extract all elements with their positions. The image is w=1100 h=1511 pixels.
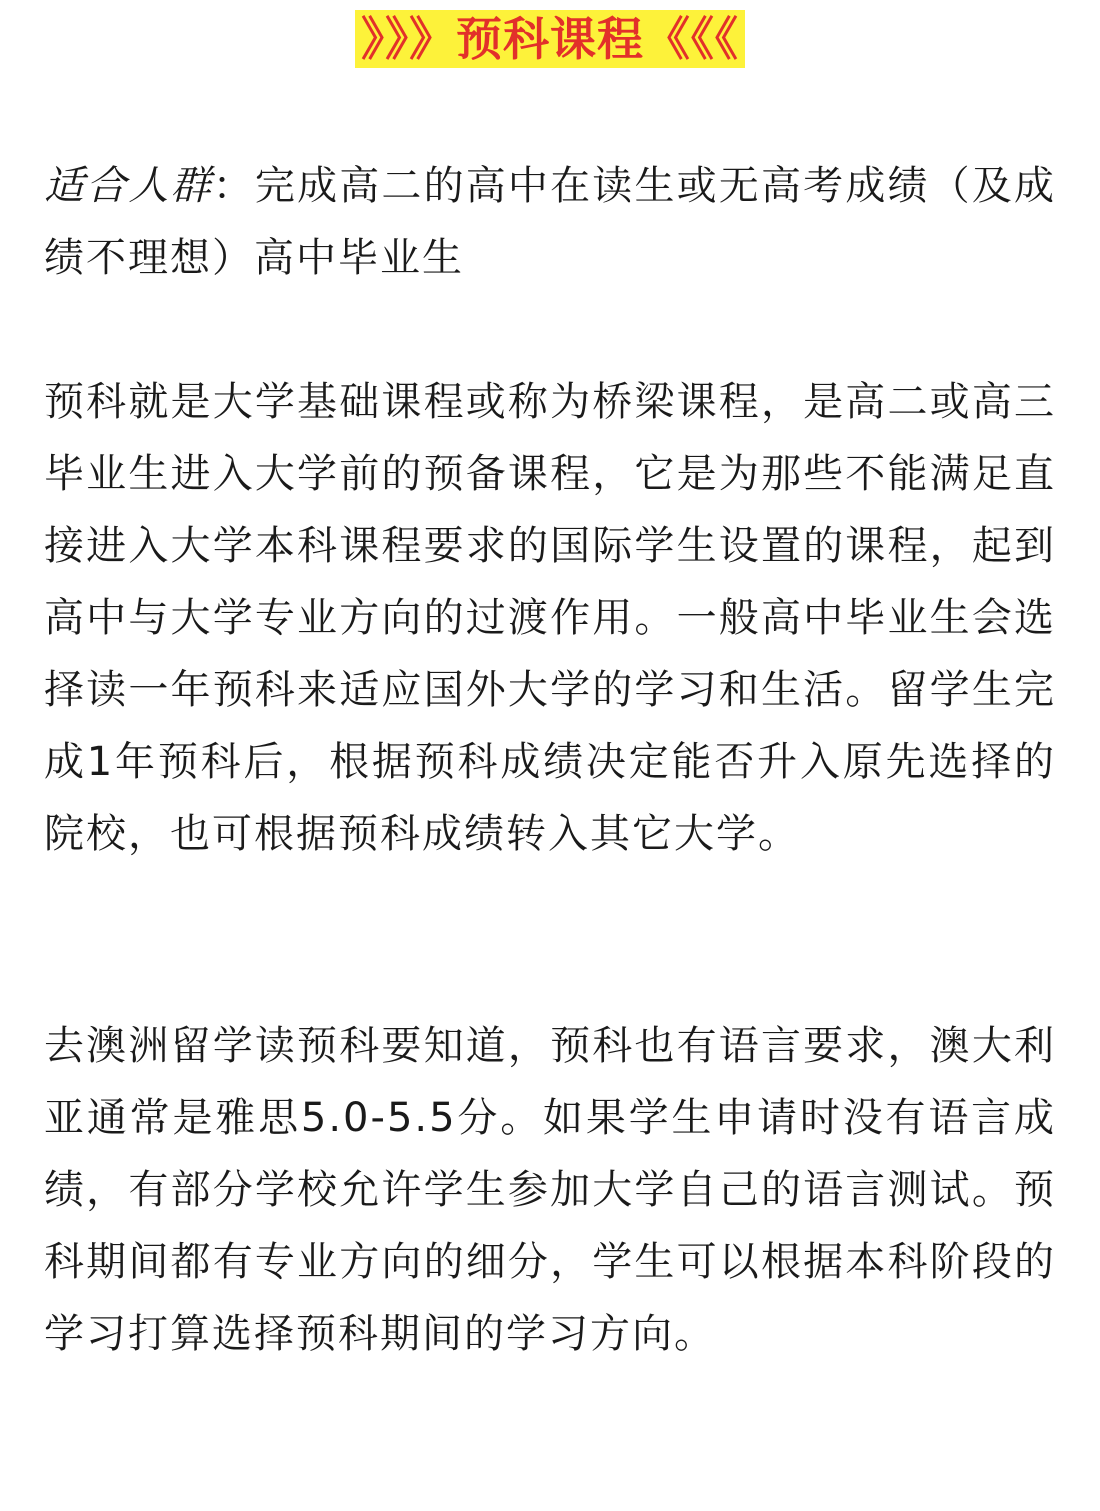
title-banner <box>0 10 1100 68</box>
language-requirement-paragraph: 去澳洲留学读预科要知道，预科也有语言要求，澳大利亚通常是雅思5.0-5.5分。如果学生申请时没有语言成绩，有部分学校允许学生参加大学自己的语言测试。预科期间都有专业方向的细分，学生可以根据本科阶段的学习打算选择预科期间的学习方向。 <box>44 1023 1056 1357</box>
target-audience-text: 完成高二的高中在读生或无高考成绩（及成绩不理想）高中毕业生 <box>44 163 1057 281</box>
target-audience-paragraph <box>44 150 1056 294</box>
target-audience-label: 适合人群 <box>44 163 213 209</box>
page-title: 》》》预科课程《《《 <box>355 10 745 68</box>
foundation-definition-paragraph: 预科就是大学基础课程或称为桥梁课程，是高二或高三毕业生进入大学前的预备课程，它是为那些不能满足直接进入大学本科课程要求的国际学生设置的课程，起到高中与大学专业方向的过渡作用。一般高中毕业生会选择读一年预科来适应国外大学的学习和生活。留学生完成1年预科后，根据预科成绩决定能否升入原先选择的院校，也可根据预科成绩转入其它大学。 <box>44 379 1056 857</box>
label-separator: ： <box>212 163 255 209</box>
